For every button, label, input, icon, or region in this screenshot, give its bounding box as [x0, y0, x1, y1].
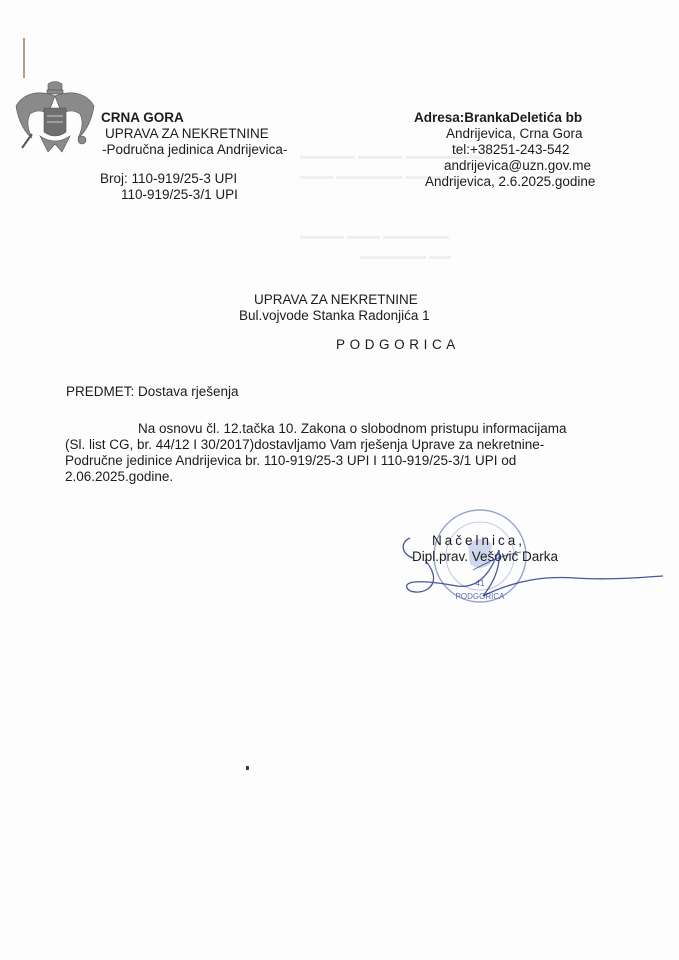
reference-number-second: 110-919/25-3/1 UPI: [121, 187, 238, 202]
signatory-title: Načelnica,: [432, 533, 526, 548]
recipient-name: UPRAVA ZA NEKRETNINE: [254, 292, 418, 307]
show-through-text: ▬▬▬▬ ▬▬▬ ▬▬▬▬▬▬: [300, 230, 450, 242]
document-date: Andrijevica, 2.6.2025.godine: [425, 174, 596, 189]
body-line-2: (Sl. list CG, br. 44/12 I 30/2017)dostavljamo Vam rješenja Uprave za nekretnine-: [65, 437, 545, 452]
ink-speck: [246, 766, 249, 770]
telephone: tel:+38251-243-542: [452, 142, 570, 157]
stamp-number: 41: [475, 579, 485, 588]
recipient-street: Bul.vojvode Stanka Radonjića 1: [239, 308, 430, 323]
reference-number: Broj: 110-919/25-3 UPI: [100, 171, 238, 186]
body-line-1: Na osnovu čl. 12.tačka 10. Zakona o slobodnom pristupu informacijama: [138, 421, 567, 436]
stamp-city: PODGORICA: [455, 592, 505, 601]
show-through-text: ▬▬▬ ▬▬▬▬▬▬ ▬▬▬▬: [300, 170, 450, 182]
email-link[interactable]: andrijevica@uzn.gov.me: [444, 158, 592, 173]
show-through-text: ▬▬▬▬▬ ▬▬▬▬ ▬▬▬▬▬▬▬: [300, 150, 483, 162]
address: Adresa:BrankaDeletića bb: [414, 110, 583, 125]
body-line-4: 2.06.2025.godine.: [65, 469, 174, 484]
margin-mark: [23, 38, 25, 78]
handwritten-signature: [395, 520, 665, 615]
show-through-text: ▬▬▬▬▬▬ ▬▬: [360, 250, 452, 262]
signatory-name: Dipl.prav. Vešović Darka: [412, 549, 559, 564]
subject-line: PREDMET: Dostava rješenja: [66, 384, 239, 399]
agency-name: UPRAVA ZA NEKRETNINE: [105, 126, 269, 141]
unit-name: -Područna jedinica Andrijevica-: [102, 142, 288, 157]
country-name: CRNA GORA: [101, 110, 184, 125]
coat-of-arms-icon: [10, 80, 100, 162]
recipient-city: PODGORICA: [336, 337, 460, 352]
body-line-3: Područne jedinice Andrijevica br. 110-919/25-3 UPI I 110-919/25-3/1 UPI od: [65, 453, 517, 468]
city-country: Andrijevica, Crna Gora: [446, 126, 583, 141]
